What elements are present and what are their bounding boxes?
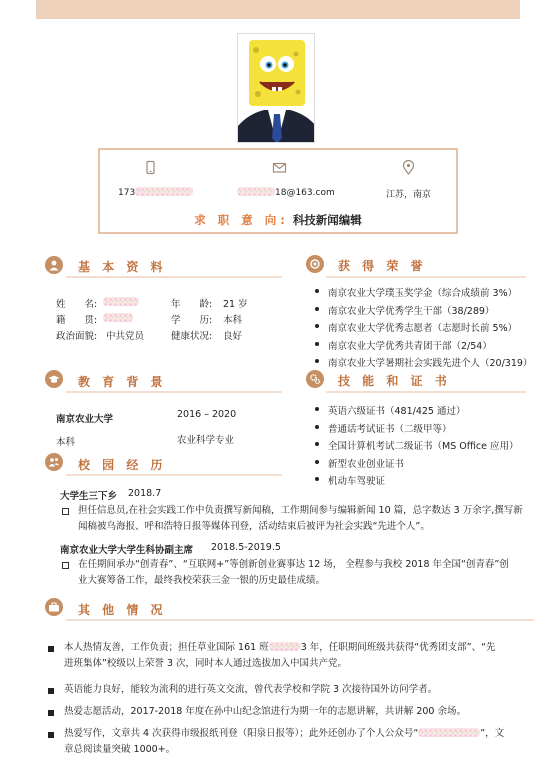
school-name: 南京农业大学 — [56, 414, 114, 425]
exp1-line2: 闻稿被乌海报、呼和浩特日报等媒体刊登，活动结束后被评为社会实践“先进个人”。 — [78, 521, 430, 532]
exp2-description — [78, 557, 533, 589]
name-label: 姓 名: — [56, 299, 98, 310]
briefcase-icon — [45, 598, 63, 616]
job-intent — [100, 212, 456, 228]
list-item: 新型农业创业证书 — [314, 456, 519, 474]
section-title-skills: 技 能 和 证 书 — [338, 374, 451, 388]
degree: 本科 — [56, 437, 76, 448]
list-item: 南京农业大学优秀学生干部（38/289） — [314, 303, 532, 321]
redacted-name — [103, 297, 139, 306]
email-address: 18@163.com — [237, 187, 335, 198]
edu-label: 学 历: — [171, 315, 213, 326]
team-icon — [45, 453, 63, 471]
redacted-phone — [135, 187, 193, 196]
edu-value: 本科 — [223, 315, 243, 326]
honors-list — [314, 285, 532, 373]
exp1-role: 大学生三下乡 — [60, 491, 118, 502]
other-p1-part-b: 3 年，任职期间班级共获得“优秀团支部”、“先 — [300, 642, 496, 653]
origin-label: 籍 贯: — [56, 315, 98, 326]
graduation-cap-icon — [45, 370, 63, 388]
section-divider — [326, 391, 526, 393]
phone-number: 173 — [118, 187, 193, 198]
top-decor-bar — [36, 0, 520, 19]
health-value: 良好 — [223, 331, 243, 342]
bullet-square — [48, 646, 54, 652]
other-p4-line2: 章总阅读量突破 1000+。 — [64, 744, 176, 755]
list-item: 机动车驾驶证 — [314, 473, 519, 491]
list-item: 南京农业大学优秀共青团干部（2/54） — [314, 338, 532, 356]
politics-value: 中共党员 — [106, 331, 145, 342]
location-text: 江苏，南京 — [386, 190, 432, 200]
skills-list — [314, 403, 519, 491]
bullet-square — [62, 508, 69, 515]
list-item: 南京农业大学优秀志愿者（志愿时长前 5%） — [314, 320, 532, 338]
section-title-education: 教 育 背 景 — [78, 375, 167, 389]
list-item: 全国计算机考试二级证书（MS Office 应用） — [314, 438, 519, 456]
person-icon — [45, 256, 63, 274]
section-title-other: 其 他 情 况 — [78, 603, 167, 617]
bullet-square — [48, 710, 54, 716]
edu-period: 2016 – 2020 — [177, 409, 237, 420]
other-para-1 — [64, 640, 539, 672]
phone-icon — [143, 160, 158, 175]
section-divider — [66, 391, 282, 393]
redacted-position — [269, 642, 301, 651]
section-title-basic: 基 本 资 料 — [78, 260, 167, 274]
other-p4-part-a: 热爱写作，文章共 4 次获得市级报纸刊登（阳泉日报等）；此外还创办了个人公众号“ — [64, 728, 419, 739]
section-divider — [66, 276, 282, 278]
gears-icon — [306, 370, 324, 388]
bullet-square — [62, 562, 69, 569]
contact-box — [98, 148, 458, 234]
exp2-role: 南京农业大学大学生科协副主席 — [60, 545, 194, 556]
section-divider — [326, 276, 526, 278]
age-value: 21 岁 — [223, 299, 248, 310]
other-p4-part-b: ”，文 — [480, 728, 505, 739]
exp2-line1: 在任期间承办“创青春”、“互联网+”等创新创业赛事达 12 场， 全程参与我校 2018 年全国“创青春”创 — [78, 559, 509, 570]
redacted-email — [237, 187, 275, 196]
other-para-2: 英语能力良好，能较为流利的进行英文交流，曾代表学校和学院 3 次接待国外访问学者。 — [64, 684, 438, 695]
medal-icon — [306, 255, 324, 273]
exp1-date: 2018.7 — [128, 488, 162, 499]
mail-icon — [272, 160, 287, 175]
list-item: 南京农业大学暑期社会实践先进个人（20/319） — [314, 355, 532, 373]
other-p1-line2: 进班集体”校级以上荣誉 3 次，同时本人通过选拔加入中国共产党。 — [64, 658, 348, 669]
redacted-origin — [103, 313, 133, 322]
location-icon — [401, 160, 416, 175]
list-item: 南京农业大学璞玉奖学金（综合成绩前 3%） — [314, 285, 532, 303]
other-para-3: 热爱志愿活动，2017-2018 年度在孙中山纪念馆进行为期一年的志愿讲解，共讲解 200 余场。 — [64, 706, 466, 717]
exp2-line2: 业大赛筹备工作，最终我校荣获三金一银的历史最佳成绩。 — [78, 575, 326, 586]
exp1-line1: 担任信息员,在社会实践工作中负责撰写新闻稿，工作期间参与编辑新闻 10 篇，总字数达 3 万余字,撰写新 — [78, 505, 523, 516]
section-title-honors: 获 得 荣 誉 — [338, 259, 427, 273]
other-p1-part-a: 本人热情友善，工作负责；担任草业国际 161 班 — [64, 642, 269, 653]
job-intent-value: 科技新闻编辑 — [292, 213, 362, 227]
other-para-4 — [64, 726, 539, 758]
redacted-account-name — [418, 728, 480, 737]
job-intent-label: 求 职 意 向: — [194, 213, 289, 227]
list-item: 英语六级证书（481/425 通过） — [314, 403, 519, 421]
section-divider — [66, 474, 282, 476]
exp1-description — [78, 503, 533, 535]
politics-label: 政治面貌: — [56, 331, 98, 342]
section-title-campus: 校 园 经 历 — [78, 458, 167, 472]
profile-photo — [237, 33, 315, 143]
list-item: 普通话考试证书（二级甲等） — [314, 421, 519, 439]
bullet-square — [48, 732, 54, 738]
section-divider — [66, 619, 534, 621]
age-label: 年 龄: — [171, 299, 213, 310]
exp2-date: 2018.5-2019.5 — [211, 542, 281, 553]
bullet-square — [48, 688, 54, 694]
major: 农业科学专业 — [177, 435, 235, 446]
health-label: 健康状况: — [171, 331, 213, 342]
